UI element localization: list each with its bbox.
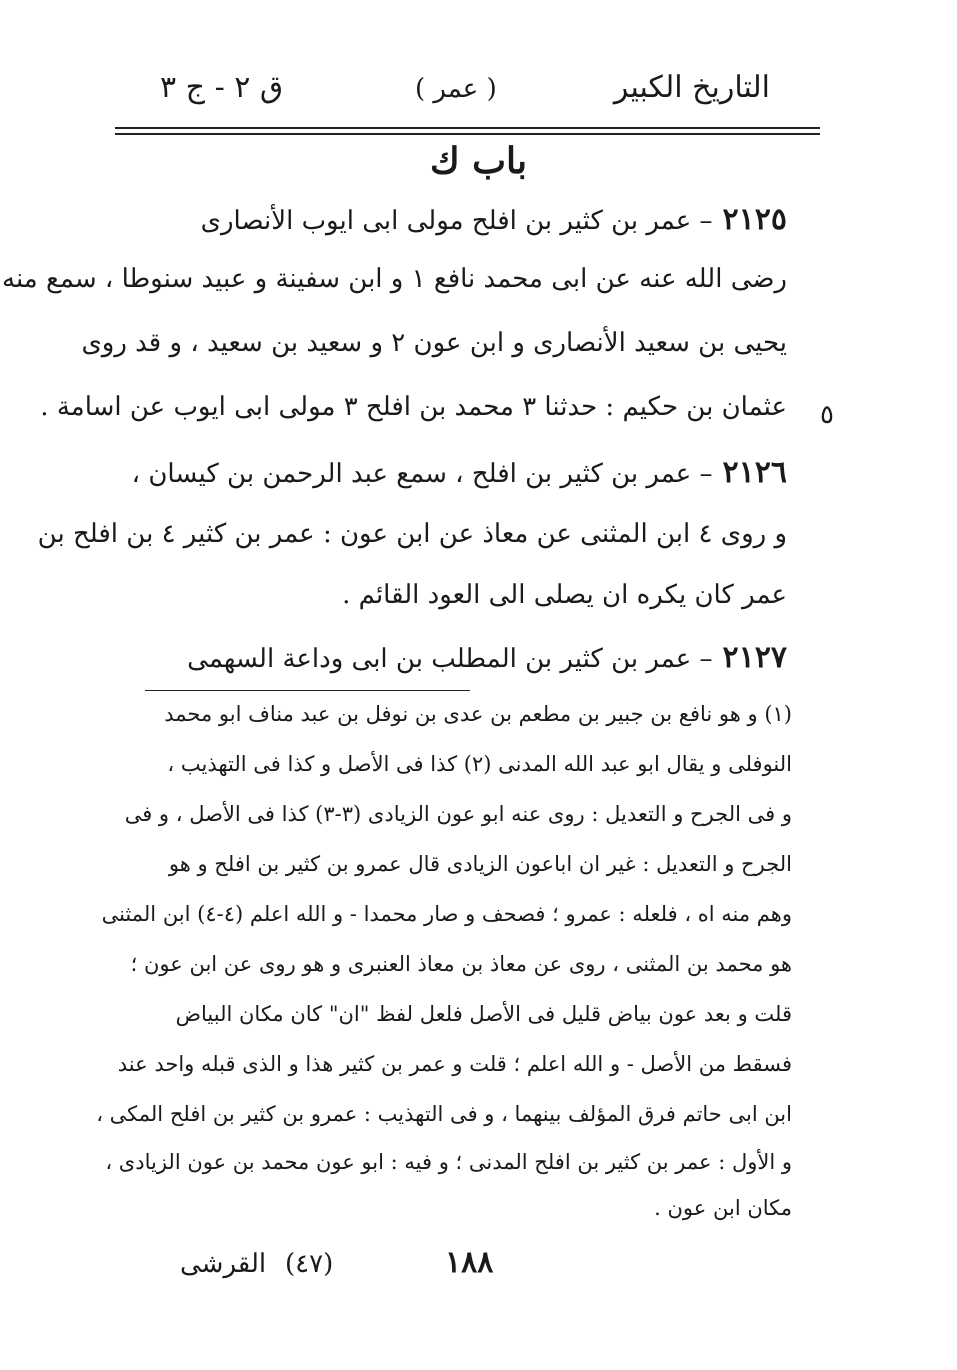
footnote-line: النوفلى و يقال ابو عبد الله المدنى (٢) كذا فى الأصل و كذا فى التهذيب ، — [167, 752, 792, 776]
footnote-separator — [145, 690, 470, 691]
section-name: ( عمر ) — [415, 74, 497, 104]
entry-2125-line-4: عثمان بن حكيم : حدثنا ٣ محمد بن افلح ٣ مولى ابى ايوب عن اسامة . — [40, 392, 787, 422]
footnote-line: فسقط من الأصل - و الله اعلم ؛ قلت و عمر بن كثير هذا و الذى قبله واحد عند — [117, 1052, 792, 1076]
header-rule-top — [115, 127, 820, 129]
entry-text: – عمر بن كثير بن افلح ، سمع عبد الرحمن بن كيسان ، — [131, 459, 713, 489]
entry-2125-line-3: يحيى بن سعيد الأنصارى و ابن عون ٢ و سعيد بن سعيد ، و قد روى — [81, 328, 787, 358]
entry-2125-line-1 — [132, 202, 787, 238]
page-number: ١٨٨ — [445, 1245, 494, 1280]
entry-text: – عمر بن كثير بن المطلب بن ابى وداعة السهمى — [187, 644, 713, 674]
entry-2127-line-1 — [132, 640, 787, 676]
margin-line-marker: ٥ — [820, 400, 834, 430]
footnote-line: و فى الجرح و التعديل : روى عنه ابو عون الزيادى (٣-٣) كذا فى الأصل ، و فى — [124, 802, 792, 826]
footnote-line: هو محمد بن المثنى ، روى عن معاذ بن معاذ العنبرى و هو روى عن ابن عون ؛ — [130, 952, 792, 976]
entry-2126-line-1 — [132, 455, 787, 491]
entry-2126-line-3: عمر كان يكره ان يصلى الى العود القائم . — [342, 580, 787, 610]
footnote-line: الجرح و التعديل : غير ان اباعون الزيادى قال عمرو بن كثير بن افلح و هو — [168, 852, 792, 876]
entry-number: ٢١٢٧ — [722, 640, 787, 675]
entry-number: ٢١٢٦ — [722, 455, 787, 490]
footnote-line: (١) و هو نافع بن جبير بن مطعم بن عدى بن نوفل بن عبد مناف ابو محمد — [164, 702, 792, 726]
volume-reference: ق ٢ - ج ٣ — [160, 70, 284, 105]
running-header — [115, 70, 830, 120]
sheet-number: (٤٧) — [285, 1249, 334, 1279]
header-rule-bottom — [115, 133, 820, 135]
publisher-mark: القرشى — [180, 1249, 267, 1279]
entry-2125-line-2: رضى الله عنه عن ابى محمد نافع ١ و ابن سفينة و عبيد سنوطا ، سمع منه — [2, 264, 787, 294]
entry-text: – عمر بن كثير بن افلح مولى ابى ايوب الأنصارى — [200, 206, 713, 236]
footnote-line: وهم منه اه ، فلعله : عمرو ؛ فصحف و صار محمدا - و الله اعلم (٤-٤) ابن المثنى — [101, 902, 792, 926]
footnote-line: ابن ابى حاتم فرق المؤلف بينهما ، و فى التهذيب : عمرو بن كثير بن افلح المكى ، — [96, 1102, 792, 1126]
entry-2126-line-2: و روى ٤ ابن المثنى عن معاذ عن ابن عون : عمر بن كثير ٤ بن افلح بن — [37, 519, 787, 549]
footnote-line: قلت و بعد عون بياض قليل فى الأصل فلعل لفظ "ان" كان مكان البياض — [175, 1002, 792, 1026]
chapter-heading: باب ك — [429, 140, 528, 182]
book-title: التاريخ الكبير — [613, 70, 770, 105]
page-footer — [150, 1245, 550, 1285]
footnote-line: و الأول : عمر بن كثير بن افلح المدنى ؛ و فيه : ابو عون محمد بن عون الزيادى ، — [105, 1150, 792, 1174]
footnote-line: مكان ابن عون . — [654, 1196, 792, 1220]
entry-number: ٢١٢٥ — [722, 202, 787, 237]
